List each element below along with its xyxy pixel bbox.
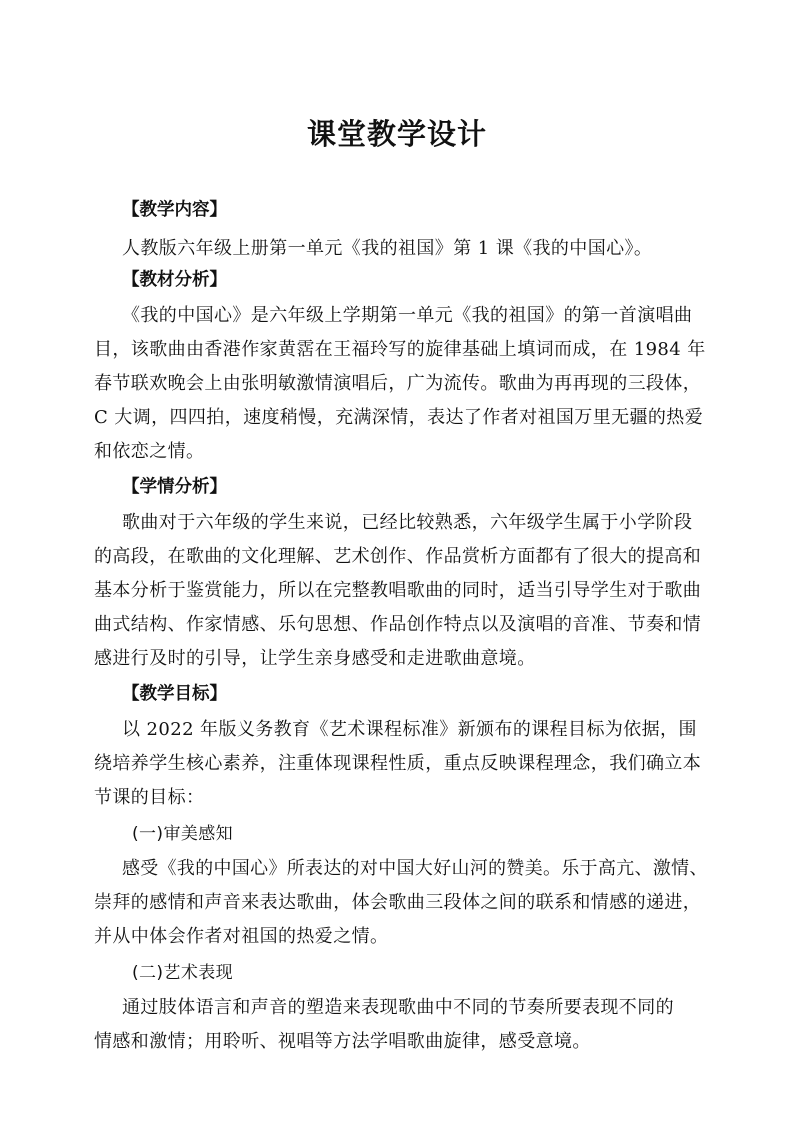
subheading-artistic-expression: (二)艺术表现 bbox=[132, 963, 234, 983]
material-line: C 大调，四四拍，速度稍慢，充满深情，表达了作者对祖国万里无疆的热爱 bbox=[94, 407, 704, 428]
page-title: 课堂教学设计 bbox=[306, 117, 487, 151]
goals-line: 节课的目标： bbox=[94, 787, 205, 808]
students-line: 感进行及时的引导，让学生亲身感受和走进歌曲意境。 bbox=[94, 648, 536, 669]
heading-teaching-content: 【教学内容】 bbox=[122, 200, 227, 220]
students-line: 的高段，在歌曲的文化理解、艺术创作、作品赏析方面都有了很大的提高和 bbox=[94, 546, 702, 567]
heading-student-analysis: 【学情分析】 bbox=[122, 477, 227, 497]
students-line: 基本分析于鉴赏能力，所以在完整教唱歌曲的同时，适当引导学生对于歌曲 bbox=[94, 580, 702, 601]
material-line: 目，该歌曲由香港作家黄霑在王福玲写的旋律基础上填词而成，在 1984 年 bbox=[94, 339, 706, 360]
heading-teaching-goals: 【教学目标】 bbox=[122, 684, 227, 704]
sub1-line: 并从中体会作者对祖国的热爱之情。 bbox=[94, 926, 389, 947]
students-line: 曲式结构、作家情感、乐句思想、作品创作特点以及演唱的音准、节奏和情 bbox=[94, 614, 702, 635]
sub1-line: 崇拜的感情和声音来表达歌曲，体会歌曲三段体之间的联系和情感的递进， bbox=[94, 892, 702, 913]
students-line: 歌曲对于六年级的学生来说，已经比较熟悉，六年级学生属于小学阶段 bbox=[122, 512, 693, 533]
content-line: 人教版六年级上册第一单元《我的祖国》第 1 课《我的中国心》。 bbox=[122, 238, 653, 259]
sub1-line: 感受《我的中国心》所表达的对中国大好山河的赞美。乐于高亢、激情、 bbox=[122, 858, 708, 879]
goals-line: 绕培养学生核心素养，注重体现课程性质，重点反映课程理念，我们确立本 bbox=[94, 753, 702, 774]
material-line: 春节联欢晚会上由张明敏激情演唱后，广为流传。歌曲为再再现的三段体， bbox=[94, 373, 702, 394]
sub2-line: 情感和激情；用聆听、视唱等方法学唱歌曲旋律，感受意境。 bbox=[94, 1031, 591, 1052]
subheading-aesthetic-perception: (一)审美感知 bbox=[132, 824, 234, 844]
material-line: 《我的中国心》是六年级上学期第一单元《我的祖国》的第一首演唱曲 bbox=[122, 305, 693, 326]
goals-line: 以 2022 年版义务教育《艺术课程标准》新颁布的课程目标为依据，围 bbox=[122, 719, 697, 740]
sub2-line: 通过肢体语言和声音的塑造来表现歌曲中不同的节奏所要表现不同的 bbox=[122, 997, 674, 1018]
heading-material-analysis: 【教材分析】 bbox=[122, 270, 227, 290]
material-line: 和依恋之情。 bbox=[94, 441, 205, 462]
